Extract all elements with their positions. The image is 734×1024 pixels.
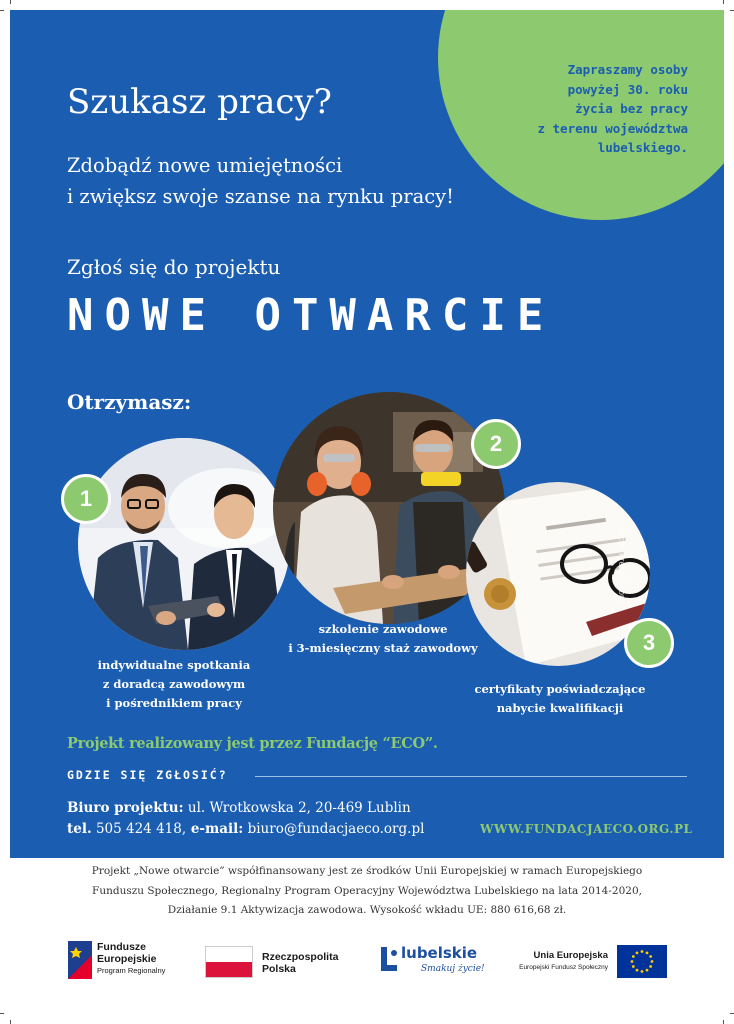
eu-star [646, 969, 649, 972]
eu-star [631, 960, 634, 963]
eu-star [641, 970, 644, 973]
target-line: Zapraszamy osoby [567, 62, 688, 77]
benefit-caption-2 [278, 620, 488, 658]
eu-star [649, 955, 652, 958]
benefit-number-2: 2 [471, 419, 521, 469]
contact-block [67, 798, 424, 840]
tel-value[interactable]: 505 424 418, [91, 821, 187, 837]
subtitle-line: i zwiększ swoje szanse na rynku pracy! [67, 185, 454, 208]
funding-note [40, 862, 694, 921]
project-name: NOWE OTWARCIE [67, 290, 555, 341]
benefit-caption-1 [74, 656, 274, 713]
benefit-caption-3 [450, 680, 670, 718]
benefit-number-3: 3 [624, 618, 674, 668]
project-intro: Zgłoś się do projektu [67, 255, 281, 279]
crop-mark [723, 0, 724, 4]
funding-line: Projekt „Nowe otwarcie” współfinansowany jest ze środków Unii Europejskiej w ramach Europejskiego [91, 865, 643, 877]
eu-star [641, 950, 644, 953]
polish-flag-icon [205, 946, 253, 978]
eu-star [636, 969, 639, 972]
caption-line: i pośrednikiem pracy [106, 696, 242, 710]
fe-line: Program Regionalny [97, 966, 166, 975]
caption-line: nabycie kwalifikacji [496, 701, 624, 715]
caption-line: certyfikaty poświadczające [474, 682, 646, 696]
eu-star [632, 955, 635, 958]
lubelskie-name: lubelskie [401, 944, 478, 962]
crop-mark [0, 10, 4, 11]
email-value[interactable]: biuro@fundacjaeco.org.pl [243, 821, 425, 837]
target-line: lubelskiego. [597, 140, 688, 155]
office-label: Biuro projektu: [67, 800, 184, 816]
target-line: powyżej 30. roku [567, 81, 688, 97]
headline: Szukasz pracy? [67, 82, 332, 122]
benefit-number-1: 1 [61, 474, 111, 524]
lubelskie-emblem-icon [377, 945, 399, 973]
target-line: życia bez pracy [575, 101, 688, 116]
crop-mark [730, 1013, 734, 1014]
caption-line: z doradcą zawodowym [102, 677, 246, 691]
office-line [67, 798, 424, 819]
fe-line: Fundusze [97, 941, 146, 953]
eu-star [632, 965, 635, 968]
email-label: e-mail: [186, 821, 244, 837]
caption-line: indywidualne spotkania [97, 658, 251, 672]
website-link[interactable]: WWW.FUNDACJAECO.ORG.PL [480, 822, 693, 836]
crop-mark [0, 1013, 4, 1014]
ue-line: Europejski Fundusz Społeczny [519, 964, 608, 971]
eu-star [636, 951, 639, 954]
crop-mark [10, 1020, 11, 1024]
eu-flag-icon [617, 945, 667, 978]
where-heading: GDZIE SIĘ ZGŁOSIĆ? [67, 768, 228, 782]
fe-emblem-icon [68, 941, 92, 979]
fe-logo-text [97, 941, 165, 976]
divider [255, 776, 687, 777]
target-line: z terenu województwa [537, 120, 688, 136]
rp-logo-text [262, 951, 338, 975]
eu-star [649, 965, 652, 968]
photo-credit: zdjęcia: Freepik.com [617, 520, 627, 603]
eu-star [651, 960, 654, 963]
crop-mark [10, 0, 11, 4]
rp-line: Polska [262, 963, 296, 975]
subtitle [67, 150, 454, 212]
caption-line: i 3-miesięczny staż zawodowy [288, 641, 478, 655]
subtitle-line: Zdobądź nowe umiejętności [67, 154, 343, 177]
tel-label: tel. [67, 821, 92, 837]
receive-heading: Otrzymasz: [67, 390, 192, 414]
funding-line: Działanie 9.1 Aktywizacja zawodowa. Wysokość wkładu UE: 880 616,68 zł. [167, 904, 567, 916]
caption-line: szkolenie zawodowe [318, 622, 448, 636]
office-address: ul. Wrotkowska 2, 20-469 Lublin [183, 800, 411, 816]
business-consultation-illustration [78, 438, 290, 650]
fe-line: Europejskie [97, 953, 157, 965]
rp-line: Rzeczpospolita [262, 951, 339, 963]
lubelskie-tagline: Smakuj życie! [421, 964, 485, 974]
ue-logo-text [508, 950, 608, 973]
funding-line: Funduszu Społecznego, Regionalny Program Operacyjny Województwa Lubelskiego na lata 2014-2020, [92, 884, 642, 897]
realized-by: Projekt realizowany jest przez Fundację “ECO”. [67, 735, 438, 752]
crop-mark [723, 1020, 724, 1024]
crop-mark [730, 10, 734, 11]
photo-business-consultation [78, 438, 290, 650]
eu-star [646, 951, 649, 954]
phone-email-line [67, 819, 424, 840]
poster [10, 10, 724, 858]
target-group-text [480, 60, 688, 158]
ue-line: Unia Europejska [533, 950, 608, 961]
